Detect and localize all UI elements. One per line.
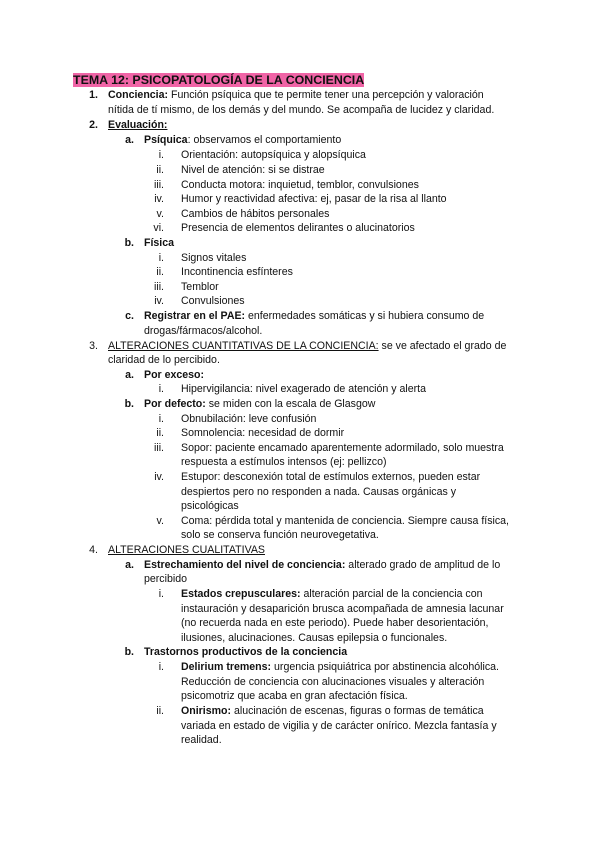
list-number: 4.: [89, 544, 98, 556]
definition-text: alteración parcial de la conciencia con: [300, 588, 483, 600]
list-item: Coma: pérdida total y mantenida de conciencia. Siempre causa física,: [181, 515, 509, 527]
list-roman: ii.: [156, 705, 164, 717]
section-heading: ALTERACIONES CUANTITATIVAS DE LA CONCIENCIA:: [108, 340, 379, 352]
list-letter: c.: [125, 310, 134, 322]
section-cuantitativas: [108, 339, 506, 354]
list-item-continued: variada en estado de vigilia y de carácter onírico. Mezcla fantasía y: [181, 720, 497, 732]
title-highlight: TEMA 12: PSICOPATOLOGÍA DE LA CONCIENCIA: [73, 73, 365, 87]
list-letter: b.: [124, 237, 134, 249]
list-item: [181, 704, 484, 719]
list-letter: b.: [124, 398, 134, 410]
subsection-registrar: [144, 309, 484, 324]
subsection-psiquica: [144, 133, 341, 148]
list-roman: iv.: [154, 295, 164, 307]
list-item-continued: instauración y desaparición brusca acompañada de amnesia lacunar: [181, 603, 504, 615]
term-label: Registrar en el PAE:: [144, 310, 246, 322]
list-item-continued: ilusiones, alucinaciones. Causas epilepsia o funcionales.: [181, 632, 448, 644]
list-roman: iii.: [153, 281, 164, 293]
section-cualitativas: ALTERACIONES CUALITATIVAS: [108, 544, 265, 556]
list-roman: iii.: [153, 179, 164, 191]
definition-text: : observamos el comportamiento: [187, 134, 342, 146]
list-item: Convulsiones: [181, 295, 245, 307]
list-roman: v.: [156, 208, 164, 220]
list-letter: a.: [125, 134, 134, 146]
list-roman: i.: [158, 149, 164, 161]
list-item-continued: Reducción de conciencia con alucinaciones visuales y alteración: [181, 676, 485, 688]
list-roman: iv.: [154, 471, 164, 483]
section-conciencia: [108, 88, 484, 103]
term-label: Psíquica: [144, 134, 188, 146]
list-item: Temblor: [181, 281, 219, 293]
list-number: 3.: [89, 340, 98, 352]
list-roman: i.: [158, 383, 164, 395]
section-evaluacion: Evaluación:: [108, 119, 168, 131]
list-item: [181, 587, 483, 602]
list-item: Presencia de elementos delirantes o alucinatorios: [181, 222, 415, 234]
subsection-trastornos-productivos: Trastornos productivos de la conciencia: [144, 646, 348, 658]
list-number: 2.: [89, 119, 98, 131]
list-item-continued: (no recuerda nada en este periodo). Puede haber desorientación,: [181, 617, 489, 629]
definition-text: se miden con la escala de Glasgow: [205, 398, 376, 410]
definition-text: drogas/fármacos/alcohol.: [144, 325, 263, 337]
subsection-fisica: Física: [144, 237, 175, 249]
list-item: Sopor: paciente encamado aparentemente adormilado, solo muestra: [181, 442, 504, 454]
term-label: Estrechamiento del nivel de conciencia:: [144, 559, 346, 571]
subsection-por-defecto: [144, 397, 375, 412]
definition-text: nítida de tí mismo, de los demás y del mundo. Se acompaña de lucidez y claridad.: [108, 104, 495, 116]
definition-text: urgencia psiquiátrica por abstinencia alcohólica.: [271, 661, 499, 673]
page-title: [72, 72, 366, 89]
list-item: Humor y reactividad afectiva: ej, pasar de la risa al llanto: [181, 193, 447, 205]
list-roman: iii.: [153, 442, 164, 454]
list-roman: i.: [158, 661, 164, 673]
list-roman: ii.: [156, 164, 164, 176]
list-item-continued: solo se conserva función neurovegetativa.: [181, 529, 379, 541]
list-roman: v.: [156, 515, 164, 527]
list-letter: b.: [124, 646, 134, 658]
list-roman: ii.: [156, 266, 164, 278]
list-item-continued: despiertos pero no responden a nada. Causas orgánicas y: [181, 486, 457, 498]
list-roman: ii.: [156, 427, 164, 439]
list-item: Signos vitales: [181, 252, 247, 264]
list-item: Hipervigilancia: nivel exagerado de atención y alerta: [181, 383, 426, 395]
list-item: Obnubilación: leve confusión: [181, 413, 317, 425]
list-item: Orientación: autopsíquica y alopsíquica: [181, 149, 366, 161]
list-roman: i.: [158, 588, 164, 600]
definition-text: claridad de lo percibido.: [108, 354, 220, 366]
list-roman: iv.: [154, 193, 164, 205]
list-item-continued: psicológicas: [181, 500, 239, 512]
definition-text: alucinación de escenas, figuras o formas de temática: [231, 705, 484, 717]
subsection-por-exceso: Por exceso:: [144, 369, 205, 381]
term-label: Estados crepusculares:: [181, 588, 301, 600]
list-item-continued: psicomotriz que acaba en gran afectación física.: [181, 690, 408, 702]
list-number: 1.: [89, 89, 98, 101]
list-item-continued: respuesta a estímulos intensos (ej: pellizco): [181, 456, 387, 468]
term-label: Onirismo:: [181, 705, 232, 717]
list-item: [181, 660, 499, 675]
term-label: Conciencia:: [108, 89, 169, 101]
list-item: Estupor: desconexión total de estímulos externos, pueden estar: [181, 471, 481, 483]
list-item-continued: realidad.: [181, 734, 222, 746]
list-letter: a.: [125, 369, 134, 381]
list-item: Conducta motora: inquietud, temblor, convulsiones: [181, 179, 419, 191]
term-label: Delirium tremens:: [181, 661, 272, 673]
definition-text: percibido: [144, 573, 187, 585]
subsection-estrechamiento: [144, 558, 500, 573]
list-item: Somnolencia: necesidad de dormir: [181, 427, 345, 439]
term-label: Por defecto:: [144, 398, 206, 410]
list-roman: i.: [158, 413, 164, 425]
definition-text: se ve afectado el grado de: [378, 340, 507, 352]
list-roman: vi.: [153, 222, 164, 234]
list-item: Incontinencia esfínteres: [181, 266, 293, 278]
definition-text: alterado grado de amplitud de lo: [345, 559, 501, 571]
definition-text: enfermedades somáticas y si hubiera consumo de: [245, 310, 485, 322]
list-item: Nivel de atención: si se distrae: [181, 164, 325, 176]
definition-text: Función psíquica que te permite tener una percepción y valoración: [168, 89, 484, 101]
list-item: Cambios de hábitos personales: [181, 208, 330, 220]
list-roman: i.: [158, 252, 164, 264]
list-letter: a.: [125, 559, 134, 571]
